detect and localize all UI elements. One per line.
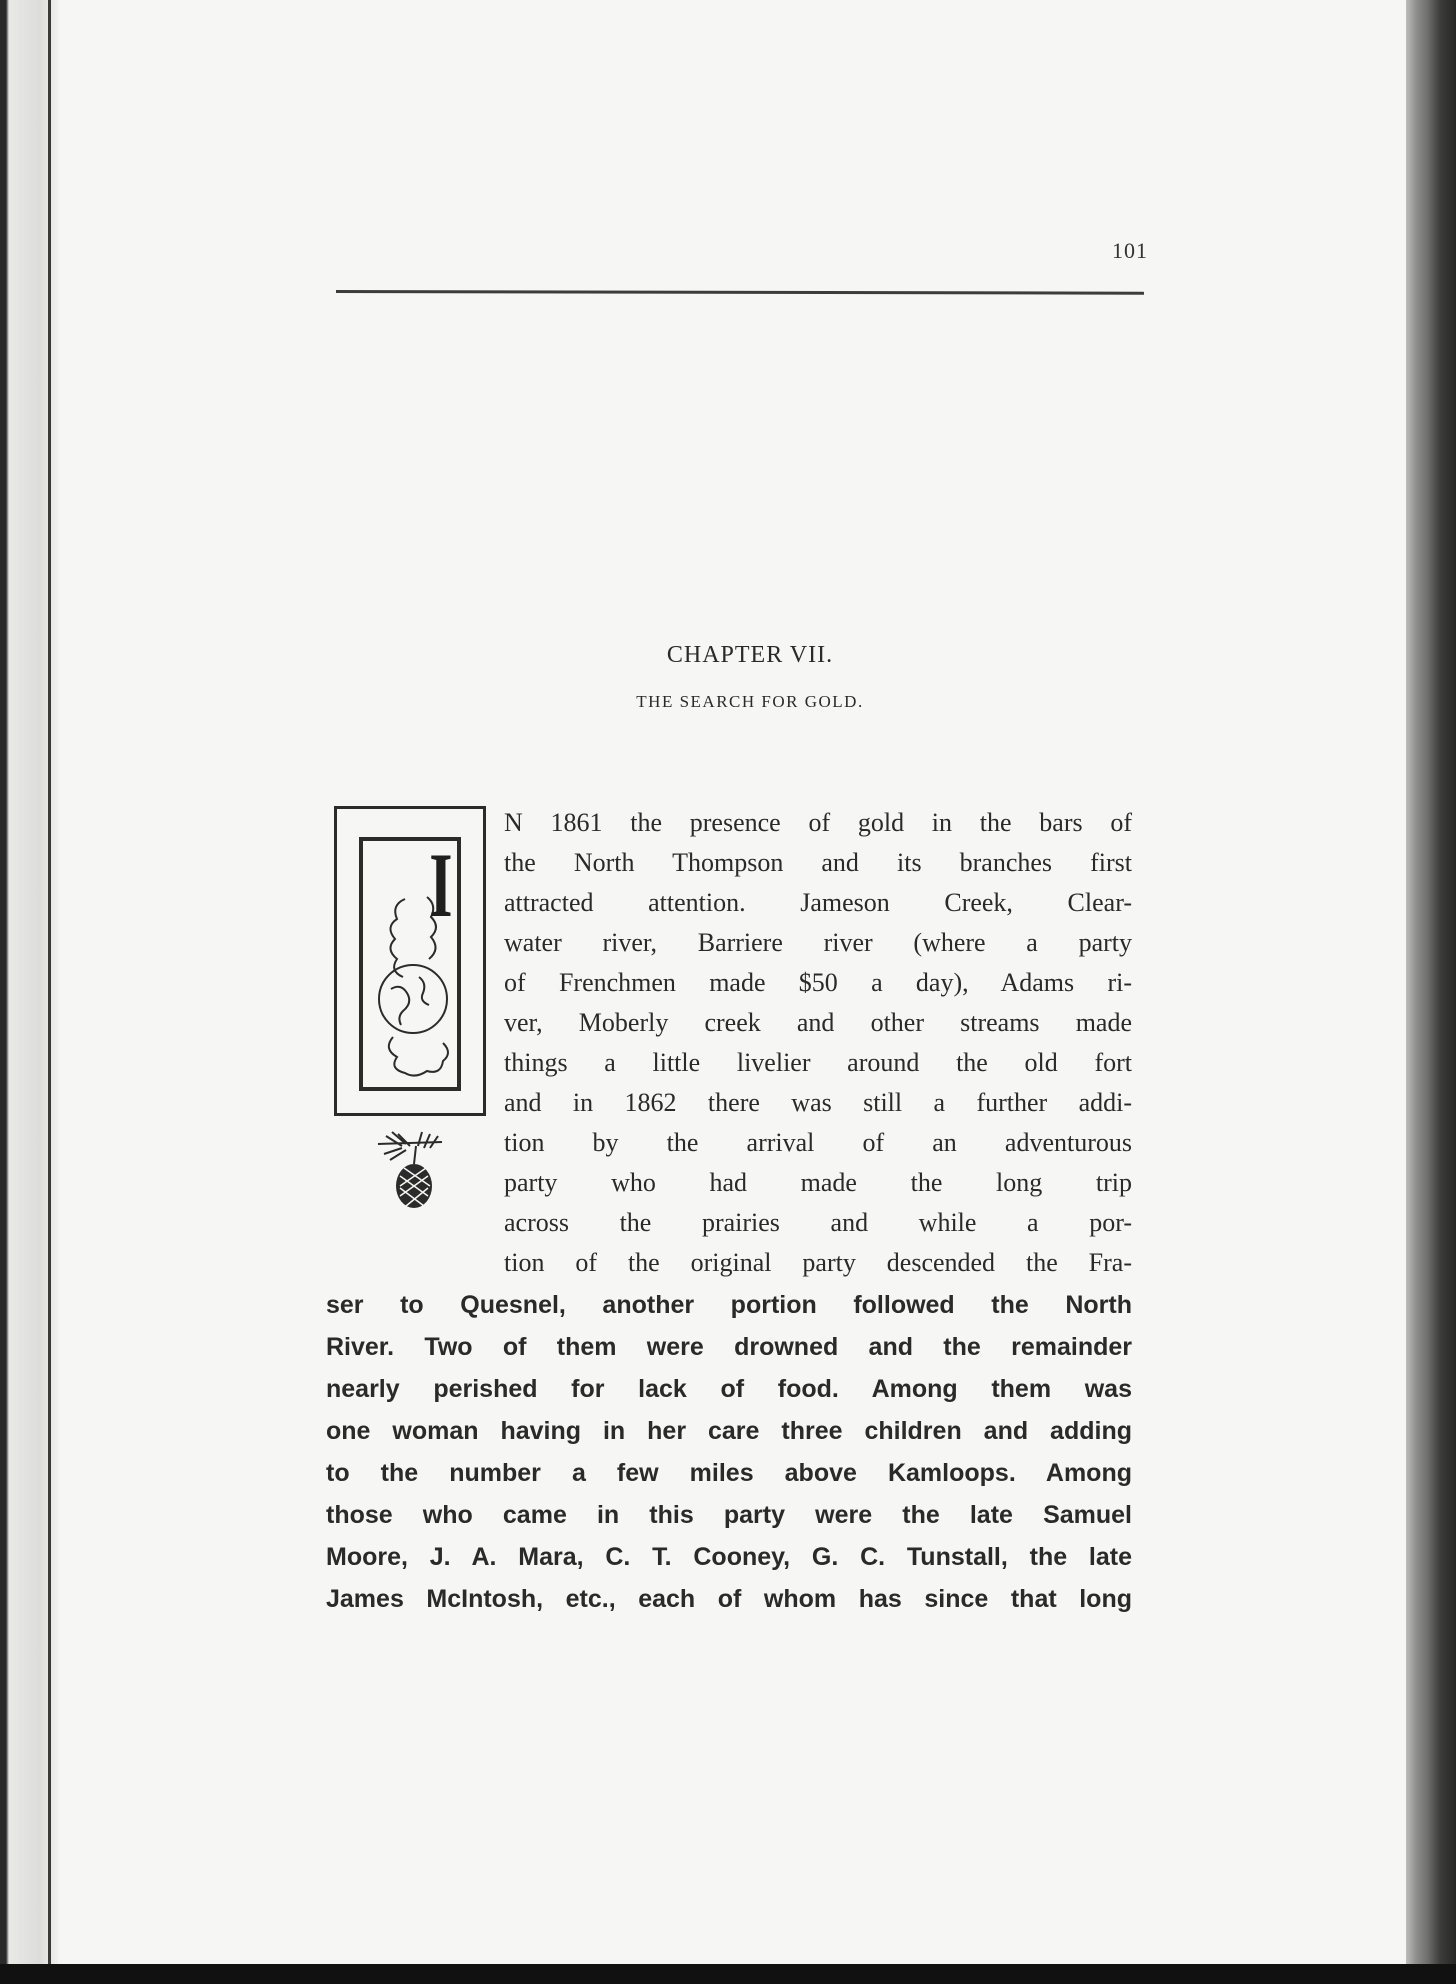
body-line: tion by the arrival of an adventurous bbox=[504, 1128, 1132, 1157]
body-line: the North Thompson and its branches first bbox=[504, 848, 1132, 877]
drop-cap-frame bbox=[334, 806, 486, 1116]
body-line: those who came in this party were the late Samuel bbox=[326, 1501, 1132, 1529]
body-line: ver, Moberly creek and other streams made bbox=[504, 1008, 1132, 1037]
body-line: N 1861 the presence of gold in the bars of bbox=[504, 808, 1132, 837]
pinecone-icon bbox=[372, 1124, 454, 1216]
right-page-edge bbox=[1406, 0, 1456, 1984]
drop-cap-letter: I bbox=[429, 834, 453, 936]
gutter-line bbox=[48, 0, 51, 1984]
body-line: of Frenchmen made $50 a day), Adams ri- bbox=[504, 968, 1132, 997]
bottom-edge bbox=[0, 1964, 1456, 1984]
body-line: to the number a few miles above Kamloops. Among bbox=[326, 1459, 1132, 1487]
body-line: across the prairies and while a por- bbox=[504, 1208, 1132, 1237]
body-line: nearly perished for lack of food. Among them was bbox=[326, 1375, 1132, 1403]
chapter-subtitle: THE SEARCH FOR GOLD. bbox=[636, 692, 864, 711]
body-line: party who had made the long trip bbox=[504, 1168, 1132, 1197]
body-line: water river, Barriere river (where a party bbox=[504, 928, 1132, 957]
body-line: one woman having in her care three children and adding bbox=[326, 1417, 1132, 1445]
body-line: tion of the original party descended the Fra- bbox=[504, 1248, 1132, 1277]
body-line: Moore, J. A. Mara, C. T. Cooney, G. C. Tunstall, the late bbox=[326, 1543, 1132, 1571]
body-line: things a little livelier around the old fort bbox=[504, 1048, 1132, 1077]
body-line: and in 1862 there was still a further addi- bbox=[504, 1088, 1132, 1117]
chapter-title: CHAPTER VII. bbox=[666, 642, 834, 668]
body-line: ser to Quesnel, another portion followed the North bbox=[326, 1291, 1132, 1319]
body-line: attracted attention. Jameson Creek, Clear- bbox=[504, 888, 1132, 917]
body-line: River. Two of them were drowned and the remainder bbox=[326, 1333, 1132, 1361]
body-line: James McIntosh, etc., each of whom has since that long bbox=[326, 1585, 1132, 1613]
page-number: 101 bbox=[1112, 238, 1148, 263]
